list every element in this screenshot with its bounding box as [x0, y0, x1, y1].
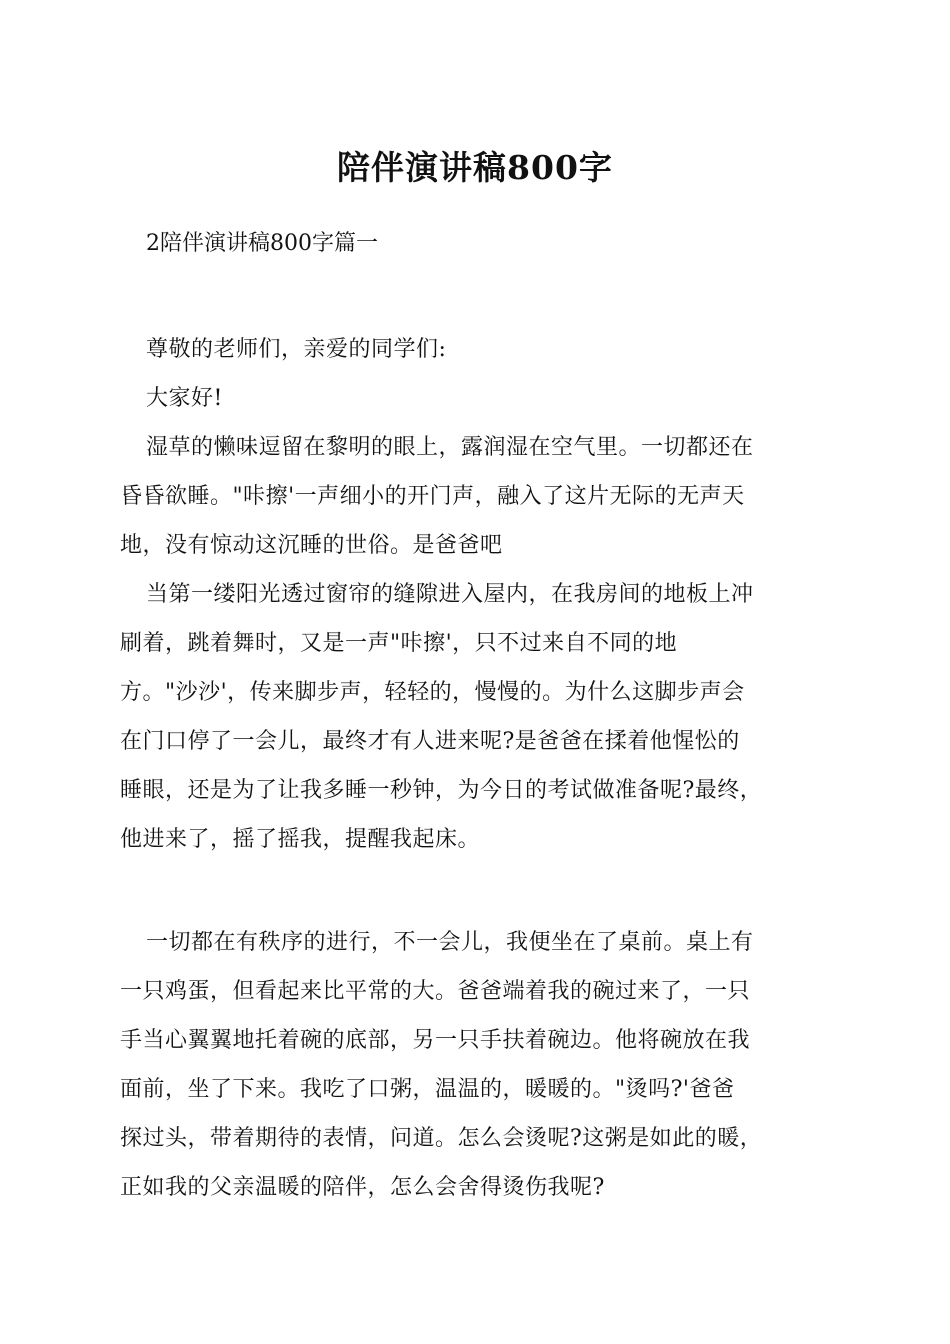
- text-line: 湿草的懒味逗留在黎明的眼上，露润湿在空气里。一切都还在: [146, 435, 754, 460]
- paragraph-block-1: [120, 325, 835, 864]
- text-line: 在门口停了一会儿，最终才有人进来呢?是爸爸在揉着他惺忪的: [120, 729, 740, 754]
- text-line: 当第一缕阳光透过窗帘的缝隙进入屋内，在我房间的地板上冲: [146, 582, 754, 607]
- text-line: 正如我的父亲温暖的陪伴，怎么会舍得烫伤我呢?: [120, 1175, 605, 1200]
- salutation-line: 大家好!: [146, 386, 223, 411]
- text-line: 地，没有惊动这沉睡的世俗。是爸爸吧: [120, 533, 503, 558]
- text-line: 面前，坐了下来。我吃了口粥，温温的，暖暖的。"烫吗?'爸爸: [120, 1077, 735, 1102]
- text-line: 睡眼，还是为了让我多睡一秒钟，为今日的考试做准备呢?最终，: [120, 778, 763, 803]
- paragraph-block-2: [120, 918, 835, 1212]
- text-line: 探过头，带着期待的表情，问道。怎么会烫呢?这粥是如此的暖，: [120, 1126, 763, 1151]
- text-line: 昏昏欲睡。"咔擦'一声细小的开门声，融入了这片无际的无声天: [120, 484, 745, 509]
- document-title: 陪伴演讲稿800字: [337, 148, 613, 187]
- text-line: 一只鸡蛋，但看起来比平常的大。爸爸端着我的碗过来了，一只: [120, 979, 751, 1004]
- text-line: 方。"沙沙'，传来脚步声，轻轻的，慢慢的。为什么这脚步声会: [120, 680, 745, 705]
- text-line: 刷着，跳着舞时，又是一声"咔擦'，只不过来自不同的地: [120, 631, 678, 656]
- document-subtitle: 2陪伴演讲稿800字篇一: [146, 231, 378, 256]
- greeting-line: 尊敬的老师们，亲爱的同学们:: [146, 337, 447, 362]
- text-line: 他进来了，摇了摇我，提醒我起床。: [120, 827, 481, 852]
- text-line: 一切都在有秩序的进行，不一会儿，我便坐在了桌前。桌上有: [146, 930, 754, 955]
- text-line: 手当心翼翼地托着碗的底部，另一只手扶着碗边。他将碗放在我: [120, 1028, 751, 1053]
